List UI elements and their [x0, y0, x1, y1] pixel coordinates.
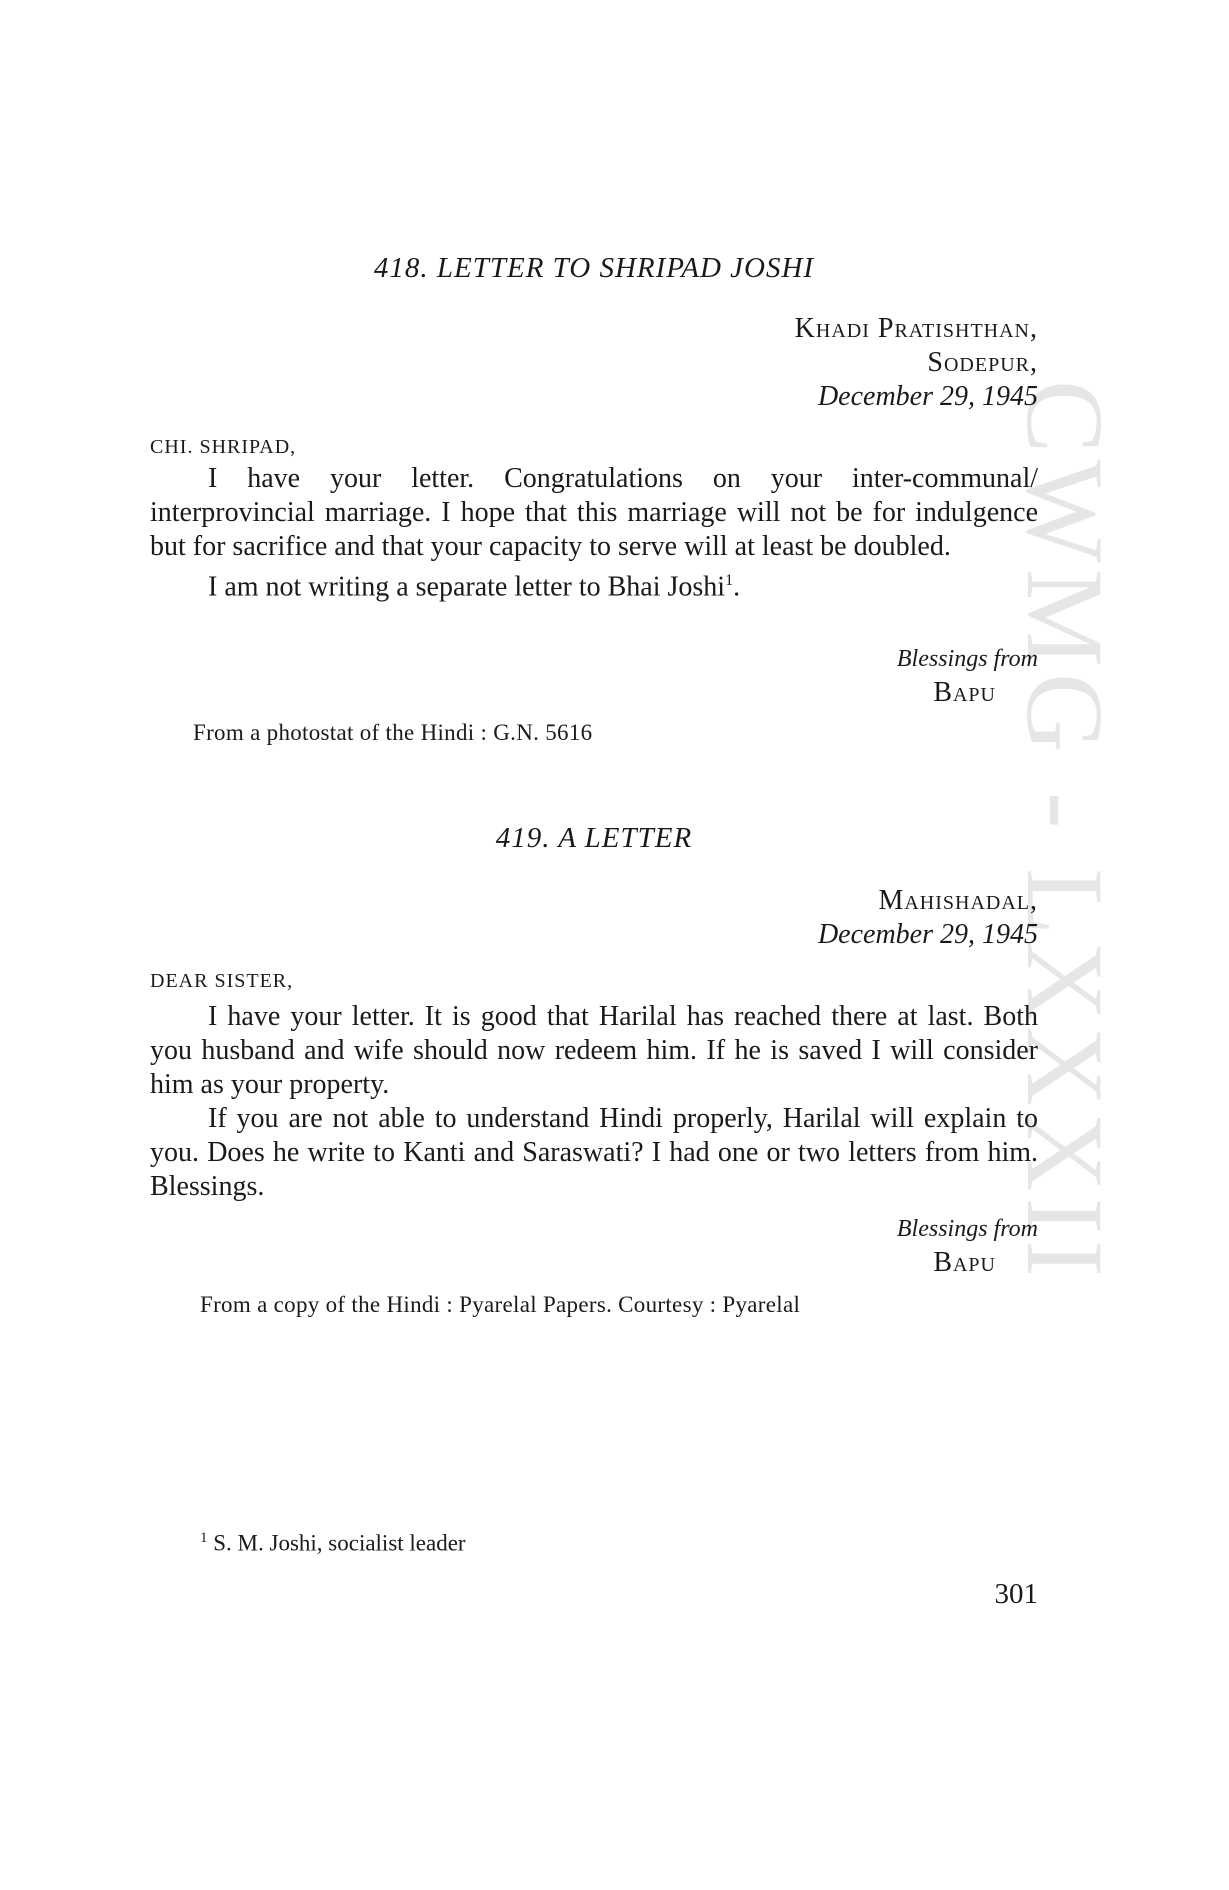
letter-419-heading: 419. A LETTER — [495, 822, 693, 854]
letter-418-address — [795, 312, 1038, 414]
page-number: 301 — [994, 1578, 1038, 1610]
letter-418-signature-block — [897, 642, 1038, 710]
signature: Bapu — [933, 1247, 996, 1278]
watermark: CWMG - LXXXII — [1004, 380, 1126, 1283]
letter-419-salutation: DEAR SISTER, — [150, 970, 294, 992]
paragraph: I am not writing a separate letter to Bhai Joshi$^1$. — [208, 571, 741, 603]
letter-418-heading: 418. LETTER TO SHRIPAD JOSHI — [373, 252, 815, 284]
signature: Bapu — [933, 677, 996, 708]
paragraph: I have your letter. It is good that Harilal has reached there at last. Both you husband and wife should now redeem him. If he is saved I will consider him as your property. — [150, 1001, 1038, 1100]
letter-date: December 29, 1945 — [817, 381, 1038, 412]
letter-418-salutation: CHI. SHRIPAD, — [150, 436, 297, 458]
letter-419-address — [818, 884, 1038, 952]
letter-418-source: From a photostat of the Hindi : G.N. 5616 — [193, 720, 593, 745]
letter-419-signature-block — [897, 1212, 1038, 1280]
address-line-2: Sodepur, — [927, 347, 1038, 378]
closing: Blessings from — [896, 1216, 1038, 1242]
footnote — [200, 1530, 466, 1557]
letter-419-body — [150, 1000, 1038, 1204]
letter-418-body — [150, 462, 1038, 604]
footnote-number: 1 — [200, 1530, 208, 1546]
paragraph: I have your letter. Congratulations on your inter-communal/ interprovincial marriage. I hope that this marriage will not be for indulgence but for sacrifice and that your capacity to serve will at least be doubled. — [150, 463, 1038, 562]
address-line-1: Mahishadal, — [878, 885, 1038, 916]
letter-419-source: From a copy of the Hindi : Pyarelal Papers. Courtesy : Pyarelal — [200, 1292, 801, 1317]
paragraph: If you are not able to understand Hindi properly, Harilal will explain to you. Does he write to Kanti and Saraswati? I had one or two letters from him. Blessings. — [150, 1103, 1038, 1202]
footnote-ref: 1 — [725, 572, 734, 589]
address-line-1: Khadi Pratishthan, — [794, 313, 1038, 344]
footnote-text: S. M. Joshi, socialist leader — [213, 1530, 466, 1556]
letter-date: December 29, 1945 — [817, 919, 1038, 950]
closing: Blessings from — [896, 646, 1038, 672]
